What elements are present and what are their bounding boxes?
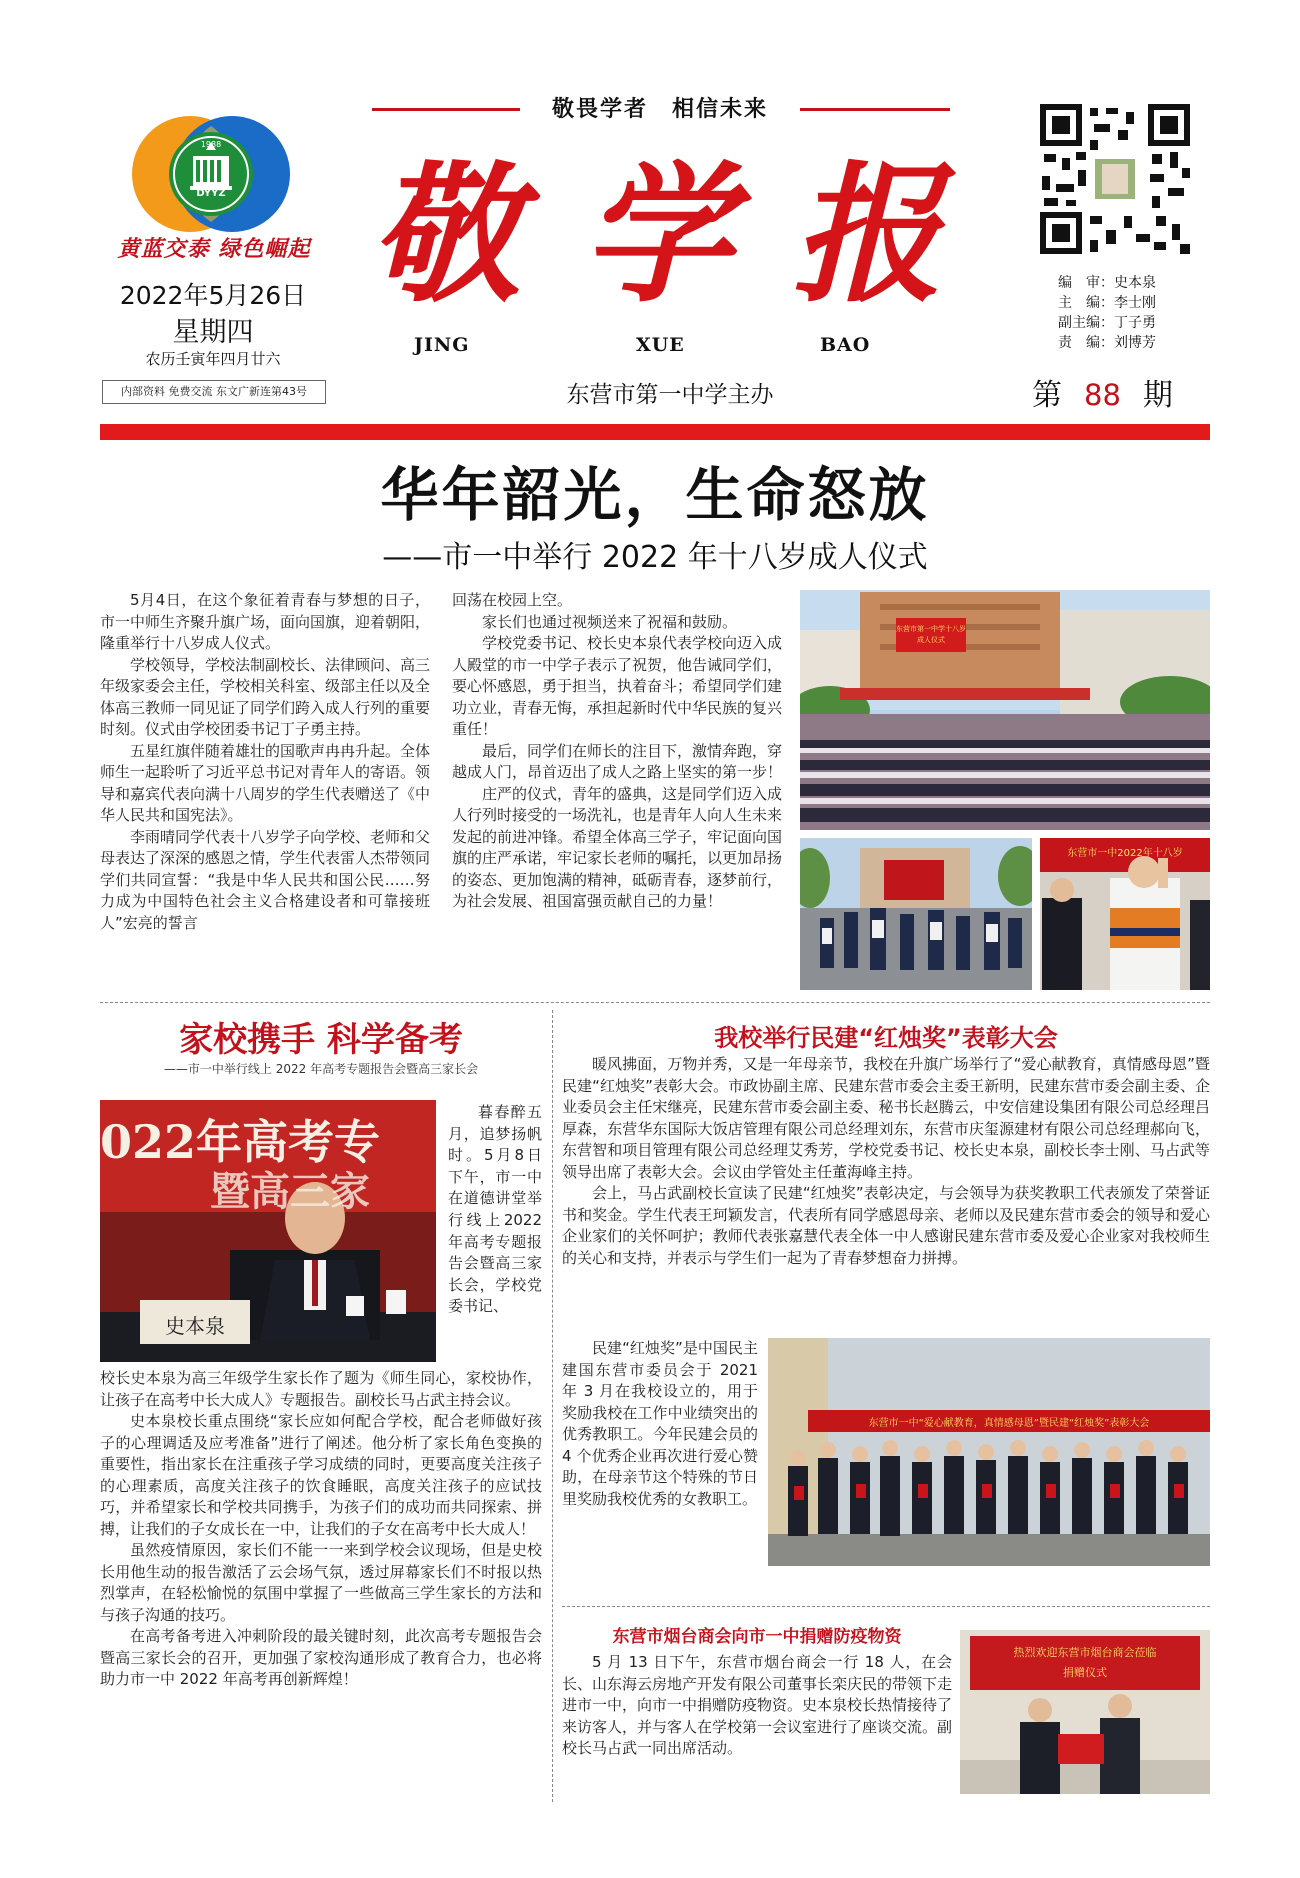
host-organization: 东营市第一中学主办 bbox=[566, 382, 774, 408]
ceremony-banner: 东营市第一中学十八岁成人仪式 bbox=[896, 625, 966, 644]
left-story-subheadline: ——市一中举行线上 2022 年高考专题报告会暨高三家长会 bbox=[163, 1062, 479, 1076]
staff-row-4: 责 编：刘博芳 bbox=[1058, 335, 1156, 351]
qr-code[interactable] bbox=[1040, 104, 1190, 254]
staff-row-2: 主 编：李士刚 bbox=[1058, 295, 1156, 311]
ceremony-plaza-photo bbox=[800, 590, 1210, 830]
left-story-headline: 家校携手 科学备考 bbox=[179, 1020, 463, 1060]
award-ceremony-photo bbox=[768, 1338, 1210, 1566]
bottom-story-body: 5 月 13 日下午，东营市烟台商会一行 18 人，在会长、山东海云房地产开发有限公司董事长栾庆民的带领下走进市一中，向市一中捐赠防疫物资。史本泉校长热情接待了来访客人，并与客人在学校第一会议室进行了座谈交流。副校长马占武一同出席活动。 bbox=[562, 1653, 953, 1757]
left-story-body: 校长史本泉为高三年级学生家长作了题为《师生同心，家校协作，让孩子在高考中长大成人》专题报告。副校长马占武主持会议。 史本泉校长重点围绕“家长应如何配合学校，配合老师做好孩子的心理调适及应考准备”进行了阐述。他分析了家长角色变换的重要性，指出家长在注重孩子学习成绩的同时，更要高度关注孩子的心理素质，高度关注孩子的饮食睡眠，高度关注孩子的应试技巧，并希望家长和学校共同携手，为孩子们的成功而共同探索、拼搏，让我们的子女成长在一中，让我们的子女在高考中长大成人！ 虽然疫情原因，家长们不能一一来到学校会议现场，但是史校长用他生动的报告激活了云会场气氛，透过屏幕家长们不时报以热烈掌声，在轻松愉悦的氛围中掌握了一些做高三学生家长的方法和与孩子沟通的技巧。 在高考备考进入冲刺阶段的最关键时刻，此次高考专题报告会暨高三家长会的召开，更加强了家校沟通形成了教育合力，也必将助力市一中 2022 年高考再创新辉煌！ bbox=[100, 1369, 542, 1688]
lunar-date: 农历壬寅年四月廿六 bbox=[145, 350, 281, 368]
issue-date: 2022年5月26日 bbox=[119, 281, 307, 310]
award-banner: 东营市一中“爱心献教育，真情感母恩”暨民建“红烛奖”表彰大会 bbox=[868, 1418, 1150, 1429]
column-divider bbox=[552, 1010, 553, 1802]
student-oath-photo bbox=[1040, 838, 1210, 990]
photo-banner-text-2: 暨高三家 bbox=[210, 1168, 370, 1215]
photo-banner-text-1: 022年高考专 bbox=[100, 1115, 381, 1169]
right-story-headline: 我校举行民建“红烛奖”表彰大会 bbox=[714, 1024, 1058, 1052]
left-story-narrow-text: 暮春醉五月，追梦扬帆时。5月8日下午，市一中在道德讲堂举行线上2022年高考专题报告会暨高三家长会，学校党委书记、 bbox=[448, 1103, 542, 1316]
motto-rule-right bbox=[800, 108, 950, 111]
school-slogan: 黄蓝交泰 绿色崛起 bbox=[117, 236, 311, 262]
issue-weekday: 星期四 bbox=[172, 317, 254, 348]
pinyin-3: BAO bbox=[820, 334, 871, 356]
section-divider bbox=[100, 1002, 1210, 1003]
right-story-body: 暖风拂面，万物并秀，又是一年母亲节，我校在升旗广场举行了“爱心献教育，真情感母恩”暨民建“红烛奖”表彰大会。市政协副主席、民建东营市委会主委王新明，民建东营市委会副主委、企业委员会主任宋继亮，民建东营市委会副主委、秘书长赵腾云，中安信建设集团有限公司总经理吕厚森，东营华东国际大饭店管理有限公司总经理刘东，东营市庆玺源建材有限公司总经理郝向飞，东营智和项目管理有限公司总经理艾秀芳，学校党委书记、校长史本泉，副校长李士刚、马占武等领导出席了表彰大会。会议由学管处主任董海峰主持。 会上，马占武副校长宣读了民建“红烛奖”表彰决定，与会领导为获奖教职工代表颁发了荣誉证书和奖金。学生代表王珂颖发言，代表所有同学感恩母亲、老师以及民建东营市委会的领导和爱心企业家们的关怀呵护；教师代表张嘉慧代表全体一中人感谢民建东营市委及爱心企业家对我校师生的关心和支持，并表示与学生们一起为了青春梦想奋力拼搏。 bbox=[562, 1055, 1210, 1267]
staff-row-3: 副主编：丁子勇 bbox=[1058, 315, 1156, 331]
principal-report-photo bbox=[100, 1100, 436, 1362]
lead-headline: 华年韶光，生命怒放 bbox=[380, 461, 930, 529]
title-char-1: 敬 bbox=[370, 147, 521, 323]
bottom-story-headline: 东营市烟台商会向市一中捐赠防疫物资 bbox=[612, 1627, 902, 1647]
bottom-story-divider bbox=[562, 1606, 1210, 1607]
lead-subheadline: ——市一中举行 2022 年十八岁成人仪式 bbox=[382, 540, 928, 575]
title-char-3: 报 bbox=[792, 147, 943, 323]
staff-row-1: 编 审：史本泉 bbox=[1058, 275, 1156, 291]
oath-banner: 东营市一中2022年十八岁 bbox=[1067, 848, 1183, 859]
gate-run-photo bbox=[800, 838, 1032, 990]
logo-letters: DYYZ bbox=[196, 188, 226, 199]
title-char-2: 学 bbox=[582, 147, 733, 323]
right-story-narrow-text: 民建“红烛奖”是中国民主建国东营市委员会于 2021 年 3 月在我校设立的，用于奖励我校在工作中业绩突出的优秀教职工。今年民建会员的 4 个优秀企业再次进行爱心赞助，在母亲节这个特殊的节日里奖励我校优秀的女教职工。 bbox=[562, 1339, 758, 1508]
motto-rule-left bbox=[372, 108, 520, 111]
motto: 敬畏学者 相信未来 bbox=[551, 97, 768, 122]
school-logo bbox=[130, 92, 292, 254]
masthead-red-bar bbox=[100, 424, 1210, 440]
pinyin-1: JING bbox=[414, 334, 470, 356]
lead-column-1: 5月4日，在这个象征着青春与梦想的日子，市一中师生齐聚升旗广场，面向国旗，迎着朝阳，隆重举行十八岁成人仪式。 学校领导，学校法制副校长、法律顾问、高三年级家委会主任，学校相关科室、级部主任以及全体高三教师一同见证了同学们跨入成人行列的重要时刻。仪式由学校团委书记丁子勇主持。 五星红旗伴随着雄壮的国歌声冉冉升起。全体师生一起聆听了习近平总书记对青年人的寄语。领导和嘉宾代表向满十八周岁的学生代表赠送了《中华人民共和国宪法》。 李雨晴同学代表十八岁学子向学校、老师和父母表达了深深的感恩之情，学生代表雷人杰带领同学们共同宣誓：“我是中华人民共和国公民……努力成为中国特色社会主义合格建设者和可靠接班人”宏亮的誓言 bbox=[100, 591, 431, 932]
internal-note: 内部资料 免费交流 东文广新连第43号 bbox=[102, 380, 326, 404]
donation-banner-2: 捐赠仪式 bbox=[1063, 1666, 1107, 1679]
lead-column-2: 回荡在校园上空。 家长们也通过视频送来了祝福和鼓励。 学校党委书记、校长史本泉代表学校向迈入成人殿堂的市一中学子表示了祝贺，他告诫同学们，要心怀感恩，勇于担当，执着奋斗；希望同学们建功立业，青春无悔，承担起新时代中华民族的复兴重任！ 最后，同学们在师长的注目下，激情奔跑，穿越成人门，昂首迈出了成人之路上坚实的第一步！ 庄严的仪式，青年的盛典，这是同学们迈入成人行列时接受的一场洗礼，也是青年人向人生未来发起的前进冲锋。希望全体高三学子，牢记面向国旗的庄严承诺，牢记家长老师的嘱托，以更加昂扬的姿态、更加饱满的精神，砥砺青春，逐梦前行，为社会发展、祖国富强贡献自己的力量！ bbox=[452, 591, 783, 910]
donation-photo bbox=[960, 1630, 1210, 1794]
pinyin-2: XUE bbox=[636, 334, 685, 356]
photo-nameplate: 史本泉 bbox=[165, 1314, 225, 1338]
issue-number: 第 88 期 bbox=[1032, 378, 1173, 413]
newspaper-title bbox=[360, 145, 960, 325]
logo-year: 1988 bbox=[200, 140, 222, 149]
donation-banner-1: 热烈欢迎东营市烟台商会莅临 bbox=[1013, 1646, 1157, 1659]
